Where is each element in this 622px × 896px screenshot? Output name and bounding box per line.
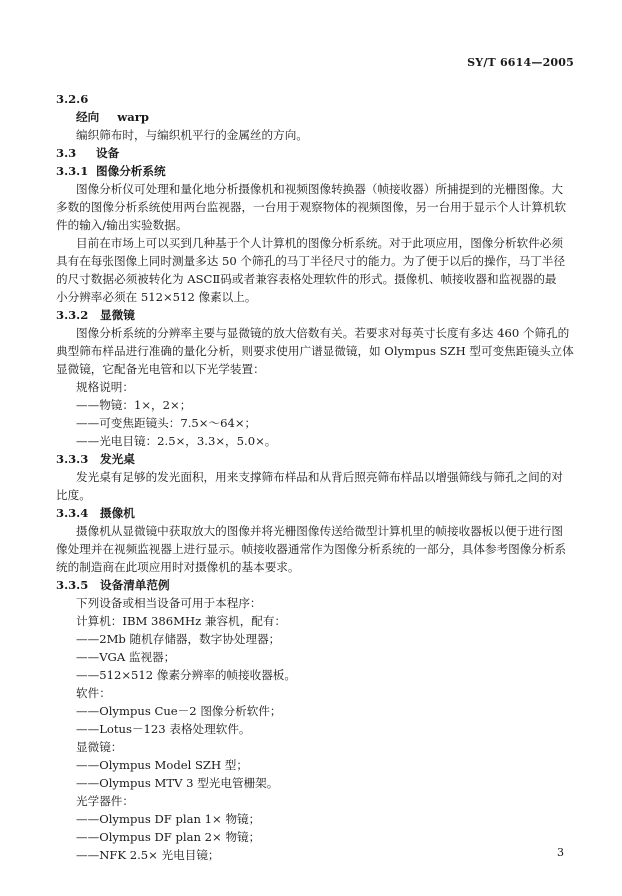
spec-label: 规格说明：: [76, 380, 134, 394]
list-line: ——VGA 监视器；: [76, 650, 176, 664]
paragraph-line: 显微镜，它配备光电管和以下光学装置：: [56, 362, 265, 376]
paragraph-line: 具有在每张图像上同时测量多达 50 个筛孔的马丁半径尺寸的能力。为了便于以后的操作，马丁半径: [56, 254, 566, 268]
term-heading: [76, 110, 622, 125]
list-line: ——2Mb 随机存储器，数字协处理器；: [76, 632, 281, 646]
list-line: 光学器件：: [76, 794, 134, 808]
paragraph-line: 摄像机从显微镜中获取放大的图像并将光栅图像传送给微型计算机里的帧接收器板以便于进行图: [76, 524, 563, 538]
list-line: 软件：: [76, 686, 111, 700]
paragraph-line: 典型筛布样品进行准确的量化分析，则要求使用广谱显微镜，如 Olympus SZH 型可变焦距镜头立体: [56, 344, 574, 358]
section-heading-3-3-1: [56, 164, 622, 179]
paragraph-line: 比度。: [56, 488, 91, 502]
list-line: 下列设备或相当设备可用于本程序：: [76, 596, 262, 610]
list-line: ——NFK 2.5× 光电目镜；: [76, 848, 220, 862]
list-line: 显微镜：: [76, 740, 123, 754]
section-heading-3-3-4: [56, 506, 622, 521]
section-title: 显微镜: [100, 308, 135, 322]
section-number: 3.3: [56, 146, 77, 160]
section-title: 图像分析系统: [96, 164, 166, 178]
section-title: 设备清单范例: [100, 578, 170, 592]
section-heading-3-3-2: [56, 308, 622, 323]
list-line: ——Olympus DF plan 2× 物镜；: [76, 830, 261, 844]
list-line: ——Olympus DF plan 1× 物镜；: [76, 812, 261, 826]
list-line: ——Olympus Cue－2 图像分析软件；: [76, 704, 282, 718]
list-line: ——Lotus－123 表格处理软件。: [76, 722, 251, 736]
list-line: ——Olympus MTV 3 型光电管栅架。: [76, 776, 279, 790]
list-line: 计算机：IBM 386MHz 兼容机，配有：: [76, 614, 287, 628]
paragraph-line: 件的输入/输出实验数据。: [56, 218, 188, 232]
section-number: 3.3.3: [56, 452, 89, 466]
spec-item: ——光电目镜：2.5×，3.3×，5.0×。: [76, 434, 277, 448]
section-number-3-2-6: 3.2.6: [56, 92, 89, 106]
section-title: 发光桌: [100, 452, 135, 466]
section-title: 摄像机: [100, 506, 135, 520]
section-heading-3-3: [56, 146, 622, 161]
section-heading-3-3-3: [56, 452, 622, 467]
paragraph-line: 小分辨率必须在 512×512 像素以上。: [56, 290, 257, 304]
paragraph-line: 像处理并在视频监视器上进行显示。帧接收器通常作为图像分析系统的一部分，具体参考图像分析系: [56, 542, 567, 556]
term-definition: 编织筛布时，与编织机平行的金属丝的方向。: [76, 128, 308, 142]
list-line: ——Olympus Model SZH 型；: [76, 758, 248, 772]
term-chinese: 经向: [76, 110, 100, 124]
term-english: warp: [117, 110, 150, 124]
paragraph-line: 发光桌有足够的发光面积，用来支撑筛布样品和从背后照亮筛布样品以增强筛线与筛孔之间的对: [76, 470, 563, 484]
paragraph-line: 图像分析系统的分辨率主要与显微镜的放大倍数有关。若要求对每英寸长度有多达 460 个筛孔的: [76, 326, 570, 340]
spec-item: ——可变焦距镜头：7.5×～64×；: [76, 416, 257, 430]
spec-item: ——物镜：1×，2×；: [76, 398, 192, 412]
section-number: 3.3.2: [56, 308, 89, 322]
page-number: 3: [557, 846, 564, 859]
section-number: 3.3.1: [56, 164, 89, 178]
section-number: 3.3.4: [56, 506, 89, 520]
paragraph-line: 统的制造商在此项应用时对摄像机的基本要求。: [56, 560, 300, 574]
paragraph-line: 目前在市场上可以买到几种基于个人计算机的图像分析系统。对于此项应用，图像分析软件必须: [76, 236, 563, 250]
paragraph-line: 多数的图像分析系统使用两台监视器，一台用于观察物体的视频图像，另一台用于显示个人计算机软: [56, 200, 567, 214]
list-line: ——512×512 像素分辨率的帧接收器板。: [76, 668, 296, 682]
paragraph-line: 的尺寸数据必须被转化为 ASCⅡ码或者兼容表格处理软件的形式。摄像机、帧接收器和监视器的最: [56, 272, 557, 286]
paragraph-line: 图像分析仪可处理和量化地分析摄像机和视频图像转换器（帧接收器）所捕提到的光栅图像。大: [76, 182, 563, 196]
standard-code-header: SY/T 6614—2005: [467, 56, 574, 69]
section-heading-3-3-5: [56, 578, 622, 593]
section-title: 设备: [96, 146, 120, 160]
section-number: 3.3.5: [56, 578, 89, 592]
